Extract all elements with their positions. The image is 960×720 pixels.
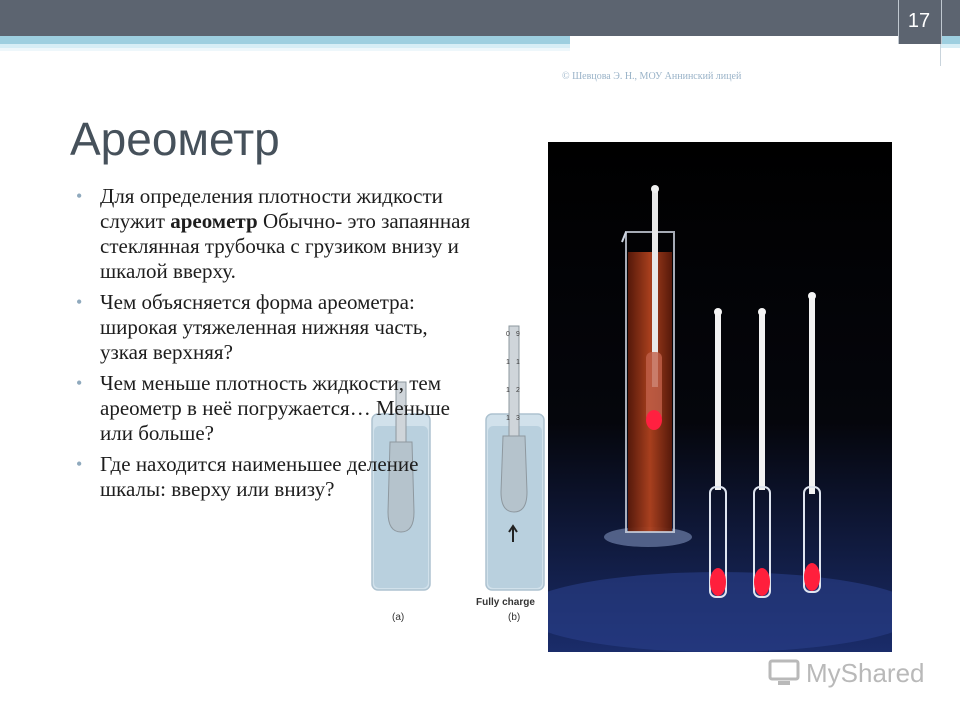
page-number: 17	[907, 10, 931, 32]
watermark	[768, 658, 925, 689]
bullet-dot-icon: •	[76, 373, 83, 393]
header-frame	[570, 36, 941, 66]
hydrometer-b-bulb	[501, 436, 527, 512]
myshared-logo-icon	[768, 659, 800, 689]
bullet-item: • Чем меньше плотность жидкости, тем ареометр в неё погружается… Меньше или больше?	[76, 371, 450, 445]
top-banner	[0, 0, 960, 36]
svg-text:1: 1	[506, 415, 510, 422]
svg-text:0: 0	[506, 331, 510, 338]
label-a: (a)	[392, 612, 405, 622]
watermark-text: MyShared	[806, 658, 925, 688]
svg-text:1: 1	[506, 359, 510, 366]
bullet-dot-icon: •	[76, 186, 83, 206]
bullet-item: • Где находится наименьшее деление шкалы: вверху или внизу?	[76, 452, 419, 501]
svg-text:1: 1	[516, 359, 520, 366]
banner-stripe-thin	[0, 48, 570, 51]
label-b: (b)	[508, 612, 521, 622]
bullet-item: • Чем объясняется форма ареометра: широкая утяжеленная нижняя часть, узкая верхняя?	[76, 290, 428, 364]
svg-text:1: 1	[506, 387, 510, 394]
diagram-caption: Fully charge	[476, 597, 535, 608]
copyright-text: © Шевцова Э. Н., МОУ Аннинский лицей	[562, 71, 742, 82]
svg-text:9: 9	[516, 331, 520, 338]
slide-title: Ареометр	[70, 113, 280, 165]
svg-text:3: 3	[516, 415, 520, 422]
bullet-item: • Для определения плотности жидкости служит ареометр Обычно- это запаянная стеклянная трубочка с грузиком внизу и шкалой вверху.	[76, 184, 471, 283]
bullet-list	[76, 184, 476, 508]
hydrometers-photo	[548, 142, 892, 652]
bullet-dot-icon: •	[76, 292, 83, 312]
hydrometer-weight	[646, 410, 662, 430]
bullet-dot-icon: •	[76, 454, 83, 474]
svg-text:2: 2	[516, 387, 520, 394]
